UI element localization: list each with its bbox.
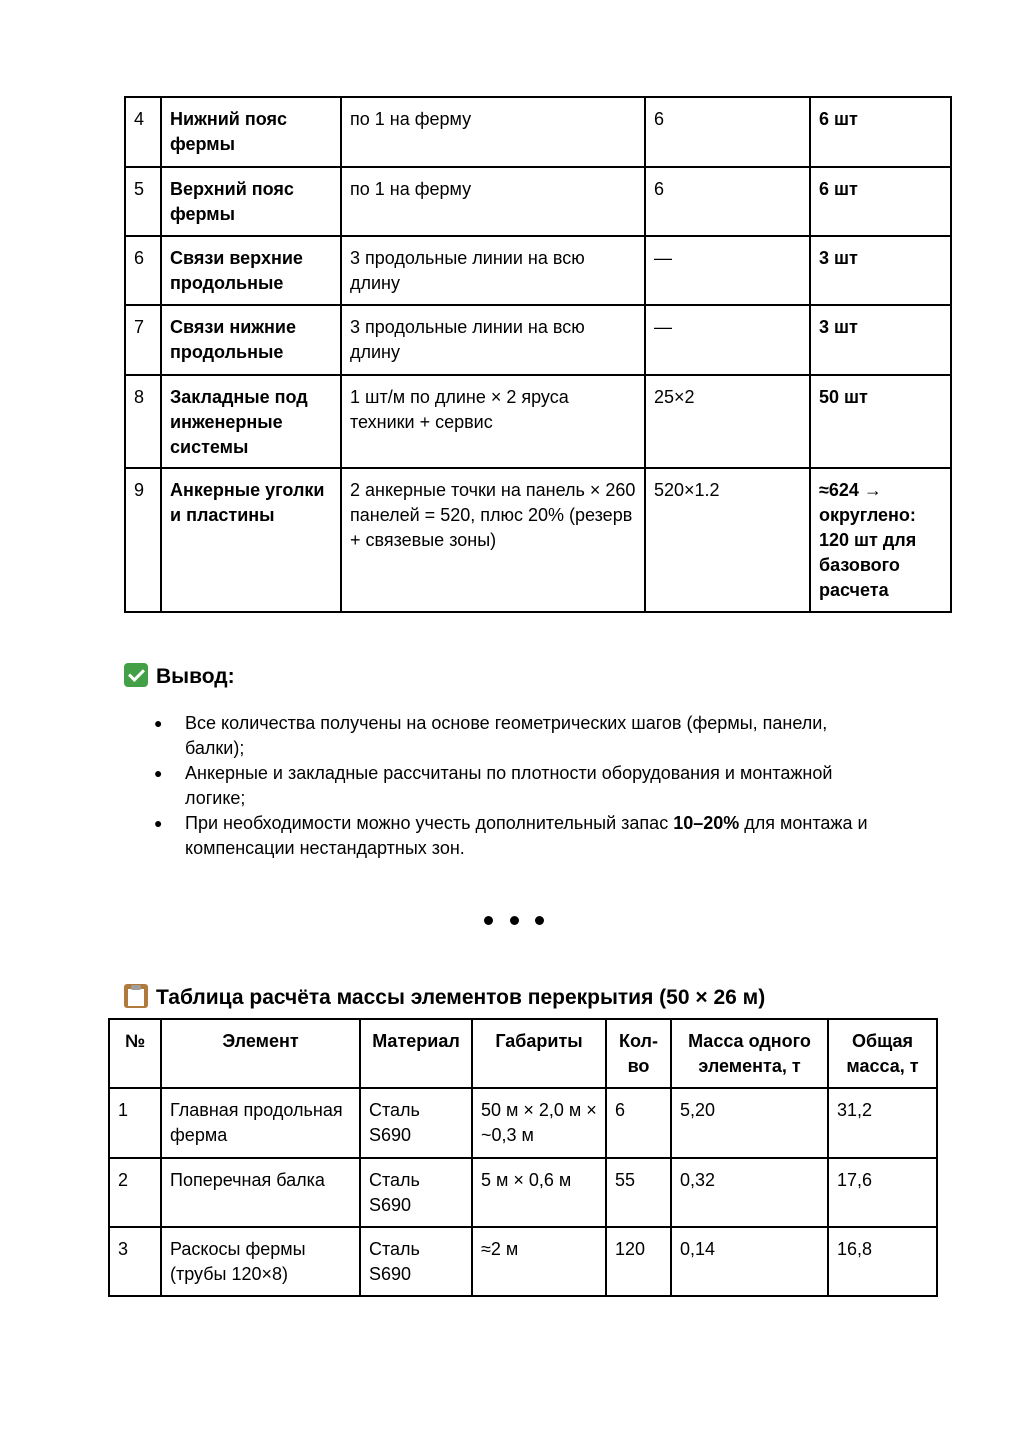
mass-table-heading: [124, 984, 765, 1011]
row-number: 4: [125, 97, 161, 167]
element-name: Верхний пояс фермы: [161, 167, 341, 236]
table-row: [125, 236, 951, 305]
column-header: №: [109, 1019, 161, 1088]
quantity: 120: [606, 1227, 671, 1296]
column-header: Габариты: [472, 1019, 606, 1088]
list-item-text: При необходимости можно учесть дополнительный запас: [185, 813, 674, 833]
list-item: [150, 761, 890, 811]
calculation-logic: 1 шт/м по длине × 2 яруса техники + сервис: [341, 375, 645, 468]
element-name: Нижний пояс фермы: [161, 97, 341, 167]
table-header-row: [109, 1019, 937, 1088]
column-header: Элемент: [161, 1019, 360, 1088]
row-number: 7: [125, 305, 161, 375]
total-mass: 17,6: [828, 1158, 937, 1227]
quantity: 6 шт: [810, 167, 951, 236]
divider-dot: [484, 916, 493, 925]
conclusion-list: [150, 711, 890, 861]
list-item-text: Все количества получены на основе геометрических шагов (фермы, панели, балки);: [185, 713, 828, 758]
reserve-percentage: 10–20%: [673, 813, 740, 833]
quantity: 3 шт: [810, 305, 951, 375]
calculation: —: [645, 236, 810, 305]
unit-mass: 0,32: [671, 1158, 828, 1227]
dimensions: 50 м × 2,0 м × ~0,3 м: [472, 1088, 606, 1158]
element-name: Поперечная балка: [161, 1158, 360, 1227]
quantity: 6 шт: [810, 97, 951, 167]
calculation-logic: 3 продольные линии на всю длину: [341, 236, 645, 305]
dimensions: ≈2 м: [472, 1227, 606, 1296]
row-number: 2: [109, 1158, 161, 1227]
table-row: [109, 1158, 937, 1227]
check-mark-button-icon: [124, 663, 148, 687]
element-name: Раскосы фермы (трубы 120×8): [161, 1227, 360, 1296]
table-row: [109, 1227, 937, 1296]
column-header: Масса одного элемента, т: [671, 1019, 828, 1088]
column-header: Кол-во: [606, 1019, 671, 1088]
list-item-text: Анкерные и закладные рассчитаны по плотности оборудования и монтажной логике;: [185, 763, 833, 808]
total-mass: 16,8: [828, 1227, 937, 1296]
divider-dot: [535, 916, 544, 925]
quantity: ≈624 → округлено: 120 шт для базового расчета: [810, 468, 951, 612]
quantity: 6: [606, 1088, 671, 1158]
quantity: 3 шт: [810, 236, 951, 305]
row-number: 3: [109, 1227, 161, 1296]
calculation: 6: [645, 167, 810, 236]
table-row: [125, 167, 951, 236]
material: Сталь S690: [360, 1227, 472, 1296]
column-header: Материал: [360, 1019, 472, 1088]
list-item-text: для монтажа и компенсации нестандартных зон.: [185, 813, 868, 858]
quantity: 50 шт: [810, 375, 951, 468]
calculation-logic: по 1 на ферму: [341, 97, 645, 167]
list-item: [150, 711, 890, 761]
mass-table-title: Таблица расчёта массы элементов перекрытия (50 × 26 м): [156, 986, 766, 1009]
conclusion-title: Вывод:: [156, 665, 235, 688]
conclusion-heading: [124, 663, 235, 690]
row-number: 8: [125, 375, 161, 468]
element-name: Связи верхние продольные: [161, 236, 341, 305]
calculation-logic: 2 анкерные точки на панель × 260 панелей = 520, плюс 20% (резерв + связевые зоны): [341, 468, 645, 612]
unit-mass: 5,20: [671, 1088, 828, 1158]
calculation-logic: 3 продольные линии на всю длину: [341, 305, 645, 375]
unit-mass: 0,14: [671, 1227, 828, 1296]
row-number: 6: [125, 236, 161, 305]
element-name: Анкерные уголки и пластины: [161, 468, 341, 612]
clipboard-icon: [124, 984, 148, 1008]
material: Сталь S690: [360, 1158, 472, 1227]
table-row: [125, 375, 951, 468]
column-header: Общая масса, т: [828, 1019, 937, 1088]
quantity-table: [124, 96, 952, 613]
element-name: Закладные под инженерные системы: [161, 375, 341, 468]
material: Сталь S690: [360, 1088, 472, 1158]
mass-table: [108, 1018, 938, 1297]
element-name: Главная продольная ферма: [161, 1088, 360, 1158]
quantity: 55: [606, 1158, 671, 1227]
dimensions: 5 м × 0,6 м: [472, 1158, 606, 1227]
total-mass: 31,2: [828, 1088, 937, 1158]
calculation: 25×2: [645, 375, 810, 468]
table-row: [125, 305, 951, 375]
row-number: 5: [125, 167, 161, 236]
table-row: [125, 468, 951, 612]
element-name: Связи нижние продольные: [161, 305, 341, 375]
calculation: 520×1.2: [645, 468, 810, 612]
divider-dot: [510, 916, 519, 925]
row-number: 9: [125, 468, 161, 612]
table-row: [109, 1088, 937, 1158]
calculation: —: [645, 305, 810, 375]
row-number: 1: [109, 1088, 161, 1158]
calculation-logic: по 1 на ферму: [341, 167, 645, 236]
table-row: [125, 97, 951, 167]
calculation: 6: [645, 97, 810, 167]
section-divider: [484, 908, 544, 932]
list-item: [150, 811, 890, 861]
